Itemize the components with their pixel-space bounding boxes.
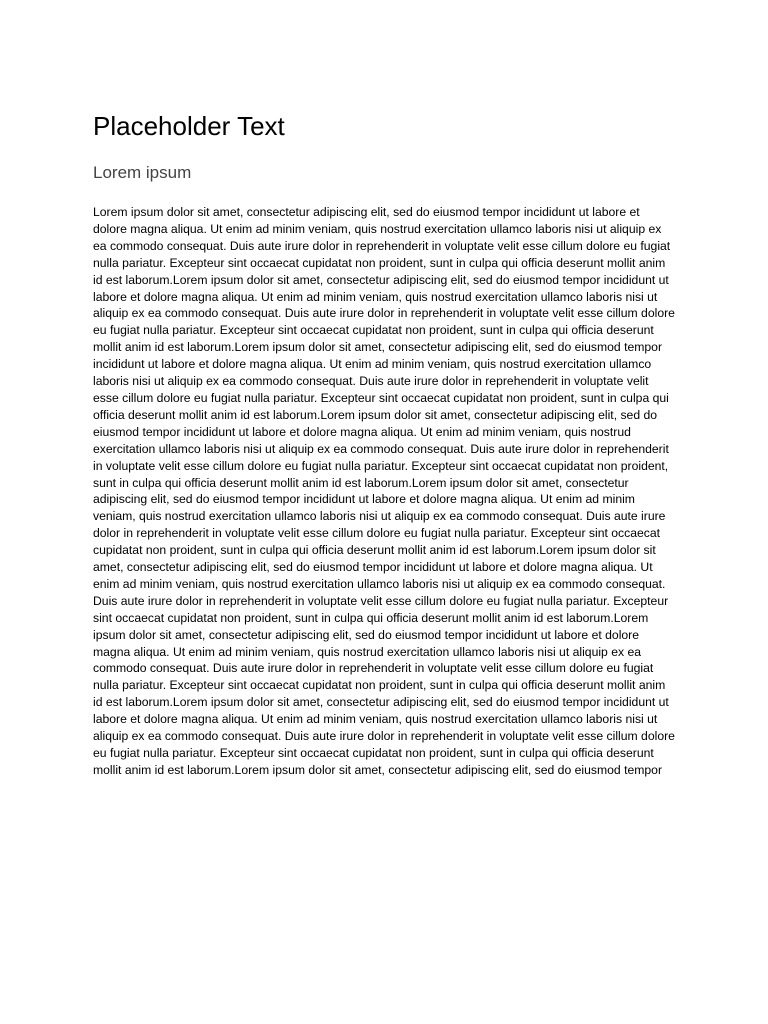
document-content (93, 110, 676, 924)
document-subtitle: Lorem ipsum (93, 163, 192, 182)
body-paragraph: Lorem ipsum dolor sit amet, consectetur adipiscing elit, sed do eiusmod tempor incididunt ut labore et dolore magna aliqua. Ut enim ad minim veniam, quis nostrud exercitation ullamco laboris nisi ut aliquip ex ea commodo consequat. Duis aute irure dolor in reprehenderit in voluptate velit esse cillum dolore eu fugiat nulla pariatur. Excepteur sint occaecat cupidatat non proident, sunt in culpa qui officia deserunt mollit anim id est laborum.Lorem ipsum dolor sit amet, consectetur adipiscing elit, sed do eiusmod tempor incididunt ut labore et dolore magna aliqua. Ut enim ad minim veniam, quis nostrud exercitation ullamco laboris nisi ut aliquip ex ea commodo consequat. Duis aute irure dolor in reprehenderit in voluptate velit esse cillum dolore eu fugiat nulla pariatur. Excepteur sint occaecat cupidatat non proident, sunt in culpa qui officia deserunt mollit anim id est laborum.Lorem ipsum dolor sit amet, consectetur adipiscing elit, sed do eiusmod tempor incididunt ut labore et dolore magna aliqua. Ut enim ad minim veniam, quis nostrud exercitation ullamco laboris nisi ut aliquip ex ea commodo consequat. Duis aute irure dolor in reprehenderit in voluptate velit esse cillum dolore eu fugiat nulla pariatur. Excepteur sint occaecat cupidatat non proident, sunt in culpa qui officia deserunt mollit anim id est laborum.Lorem ipsum dolor sit amet, consectetur adipiscing elit, sed do eiusmod tempor incididunt ut labore et dolore magna aliqua. Ut enim ad minim veniam, quis nostrud exercitation ullamco laboris nisi ut aliquip ex ea commodo consequat. Duis aute irure dolor in reprehenderit in voluptate velit esse cillum dolore eu fugiat nulla pariatur. Excepteur sint occaecat cupidatat non proident, sunt in culpa qui officia deserunt mollit anim id est laborum.Lorem ipsum dolor sit amet, consectetur adipiscing elit, sed do eiusmod tempor incididunt ut labore et dolore magna aliqua. Ut enim ad minim veniam, quis nostrud exercitation ullamco laboris nisi ut aliquip ex ea commodo consequat. Duis aute irure dolor in reprehenderit in voluptate velit esse cillum dolore eu fugiat nulla pariatur. Excepteur sint occaecat cupidatat non proident, sunt in culpa qui officia deserunt mollit anim id est laborum.Lorem ipsum dolor sit amet, consectetur adipiscing elit, sed do eiusmod tempor incididunt ut labore et dolore magna aliqua. Ut enim ad minim veniam, quis nostrud exercitation ullamco laboris nisi ut aliquip ex ea commodo consequat. Duis aute irure dolor in reprehenderit in voluptate velit esse cillum dolore eu fugiat nulla pariatur. Excepteur sint occaecat cupidatat non proident, sunt in culpa qui officia deserunt mollit anim id est laborum.Lorem ipsum dolor sit amet, consectetur adipiscing elit, sed do eiusmod tempor incididunt ut labore et dolore magna aliqua. Ut enim ad minim veniam, quis nostrud exercitation ullamco laboris nisi ut aliquip ex ea commodo consequat. Duis aute irure dolor in reprehenderit in voluptate velit esse cillum dolore eu fugiat nulla pariatur. Excepteur sint occaecat cupidatat non proident, sunt in culpa qui officia deserunt mollit anim id est laborum.Lorem ipsum dolor sit amet, consectetur adipiscing elit, sed do eiusmod tempor incididunt ut labore et dolore magna aliqua. Ut enim ad minim veniam, quis nostrud exercitation ullamco laboris nisi ut aliquip ex ea commodo consequat. Duis aute irure dolor in reprehenderit in voluptate velit esse cillum dolore eu fugiat nulla pariatur. Excepteur sint occaecat cupidatat non proident, sunt in culpa qui officia deserunt mollit anim id est laborum.Lorem ipsum dolor sit amet, consectetur adipiscing elit, sed do eiusmod tempor (93, 205, 675, 777)
document-title: Placeholder Text (93, 111, 285, 141)
